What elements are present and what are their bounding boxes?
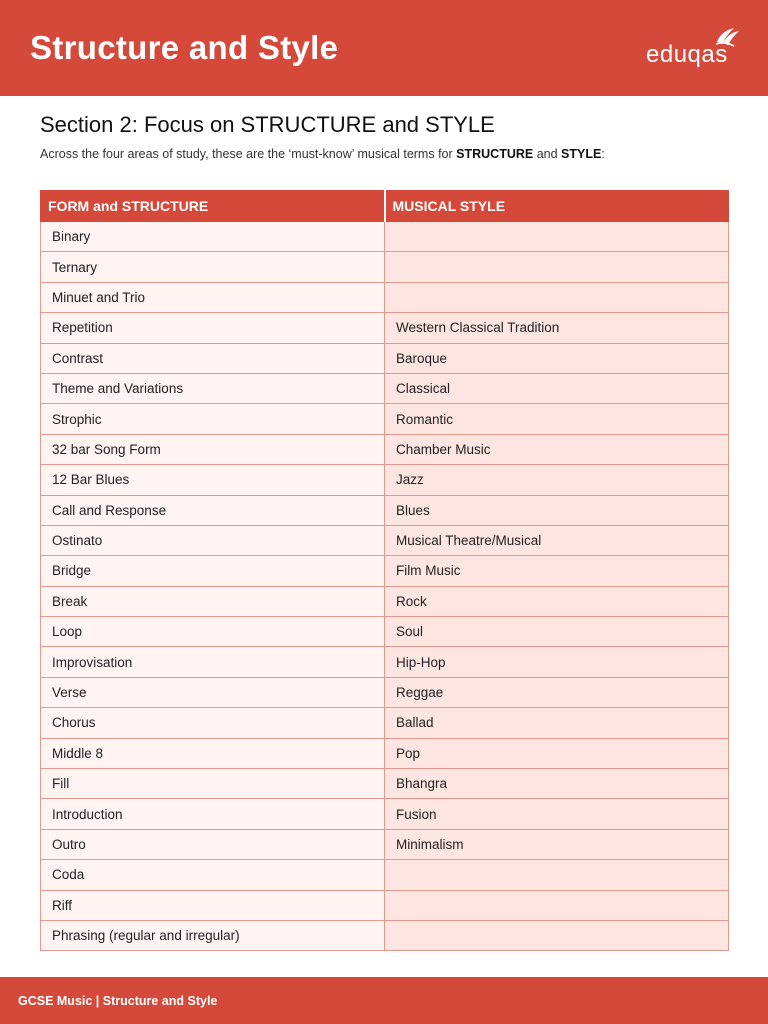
form-structure-cell: Outro bbox=[41, 829, 385, 859]
table-row bbox=[41, 465, 729, 495]
musical-style-cell: Jazz bbox=[385, 465, 729, 495]
form-structure-cell: Bridge bbox=[41, 556, 385, 586]
musical-style-cell: Pop bbox=[385, 738, 729, 768]
table-row bbox=[41, 252, 729, 282]
table-row bbox=[41, 373, 729, 403]
table-row bbox=[41, 586, 729, 616]
form-structure-cell: Introduction bbox=[41, 799, 385, 829]
musical-style-cell: Musical Theatre/Musical bbox=[385, 525, 729, 555]
musical-style-cell: Soul bbox=[385, 617, 729, 647]
musical-style-cell: Fusion bbox=[385, 799, 729, 829]
page-header bbox=[0, 0, 768, 96]
table-row bbox=[41, 313, 729, 343]
table-row bbox=[41, 282, 729, 312]
form-structure-cell: 12 Bar Blues bbox=[41, 465, 385, 495]
table-row bbox=[41, 404, 729, 434]
page-footer bbox=[0, 977, 768, 1024]
musical-style-cell: Rock bbox=[385, 586, 729, 616]
musical-style-cell: Blues bbox=[385, 495, 729, 525]
column-header-musical-style: MUSICAL STYLE bbox=[385, 191, 729, 222]
musical-style-cell: Hip-Hop bbox=[385, 647, 729, 677]
table-row bbox=[41, 920, 729, 950]
musical-style-cell: Bhangra bbox=[385, 769, 729, 799]
musical-style-cell bbox=[385, 860, 729, 890]
intro-term-style: STYLE bbox=[561, 147, 602, 161]
form-structure-cell: Break bbox=[41, 586, 385, 616]
table-header-row bbox=[41, 191, 729, 222]
table-row bbox=[41, 647, 729, 677]
table-row bbox=[41, 890, 729, 920]
table-row bbox=[41, 677, 729, 707]
musical-style-cell: Ballad bbox=[385, 708, 729, 738]
musical-style-cell: Chamber Music bbox=[385, 434, 729, 464]
page-title: Structure and Style bbox=[30, 29, 339, 66]
form-structure-cell: Verse bbox=[41, 677, 385, 707]
form-structure-cell: Middle 8 bbox=[41, 738, 385, 768]
table-row bbox=[41, 343, 729, 373]
musical-style-cell bbox=[385, 920, 729, 950]
intro-term-structure: STRUCTURE bbox=[456, 147, 534, 161]
table-row bbox=[41, 525, 729, 555]
musical-style-cell: Film Music bbox=[385, 556, 729, 586]
form-structure-cell: Improvisation bbox=[41, 647, 385, 677]
form-structure-cell: Phrasing (regular and irregular) bbox=[41, 920, 385, 950]
table-row bbox=[41, 799, 729, 829]
form-structure-cell: Fill bbox=[41, 769, 385, 799]
intro-middle: and bbox=[533, 147, 562, 161]
form-structure-cell: Binary bbox=[41, 222, 385, 252]
logo-wordmark: eduqas bbox=[646, 41, 728, 68]
table-row bbox=[41, 769, 729, 799]
terms-table bbox=[40, 190, 729, 951]
form-structure-cell: Loop bbox=[41, 617, 385, 647]
musical-style-cell bbox=[385, 890, 729, 920]
terms-table-body bbox=[41, 222, 729, 951]
table-row bbox=[41, 829, 729, 859]
table-row bbox=[41, 434, 729, 464]
section-title: Section 2: Focus on STRUCTURE and STYLE bbox=[40, 112, 495, 137]
form-structure-cell: Ternary bbox=[41, 252, 385, 282]
column-header-form-structure: FORM and STRUCTURE bbox=[41, 191, 385, 222]
form-structure-cell: Minuet and Trio bbox=[41, 282, 385, 312]
intro-before: Across the four areas of study, these are the ‘must-know’ musical terms for bbox=[40, 147, 457, 161]
form-structure-cell: Contrast bbox=[41, 343, 385, 373]
form-structure-cell: Repetition bbox=[41, 313, 385, 343]
musical-style-cell bbox=[385, 222, 729, 252]
table-row bbox=[41, 617, 729, 647]
musical-style-cell: Classical bbox=[385, 373, 729, 403]
table-row bbox=[41, 556, 729, 586]
table-row bbox=[41, 222, 729, 252]
form-structure-cell: Coda bbox=[41, 860, 385, 890]
table-row bbox=[41, 738, 729, 768]
table-row bbox=[41, 860, 729, 890]
form-structure-cell: Chorus bbox=[41, 708, 385, 738]
form-structure-cell: 32 bar Song Form bbox=[41, 434, 385, 464]
musical-style-cell: Minimalism bbox=[385, 829, 729, 859]
musical-style-cell: Baroque bbox=[385, 343, 729, 373]
form-structure-cell: Theme and Variations bbox=[41, 373, 385, 403]
form-structure-cell: Strophic bbox=[41, 404, 385, 434]
table-row bbox=[41, 495, 729, 525]
eduqas-logo bbox=[646, 24, 742, 74]
form-structure-cell: Call and Response bbox=[41, 495, 385, 525]
musical-style-cell: Romantic bbox=[385, 404, 729, 434]
musical-style-cell bbox=[385, 252, 729, 282]
form-structure-cell: Riff bbox=[41, 890, 385, 920]
musical-style-cell: Reggae bbox=[385, 677, 729, 707]
footer-text: GCSE Music | Structure and Style bbox=[18, 994, 218, 1008]
musical-style-cell: Western Classical Tradition bbox=[385, 313, 729, 343]
table-row bbox=[41, 708, 729, 738]
form-structure-cell: Ostinato bbox=[41, 525, 385, 555]
intro-text bbox=[40, 146, 605, 162]
musical-style-cell bbox=[385, 282, 729, 312]
intro-after: : bbox=[601, 147, 605, 161]
